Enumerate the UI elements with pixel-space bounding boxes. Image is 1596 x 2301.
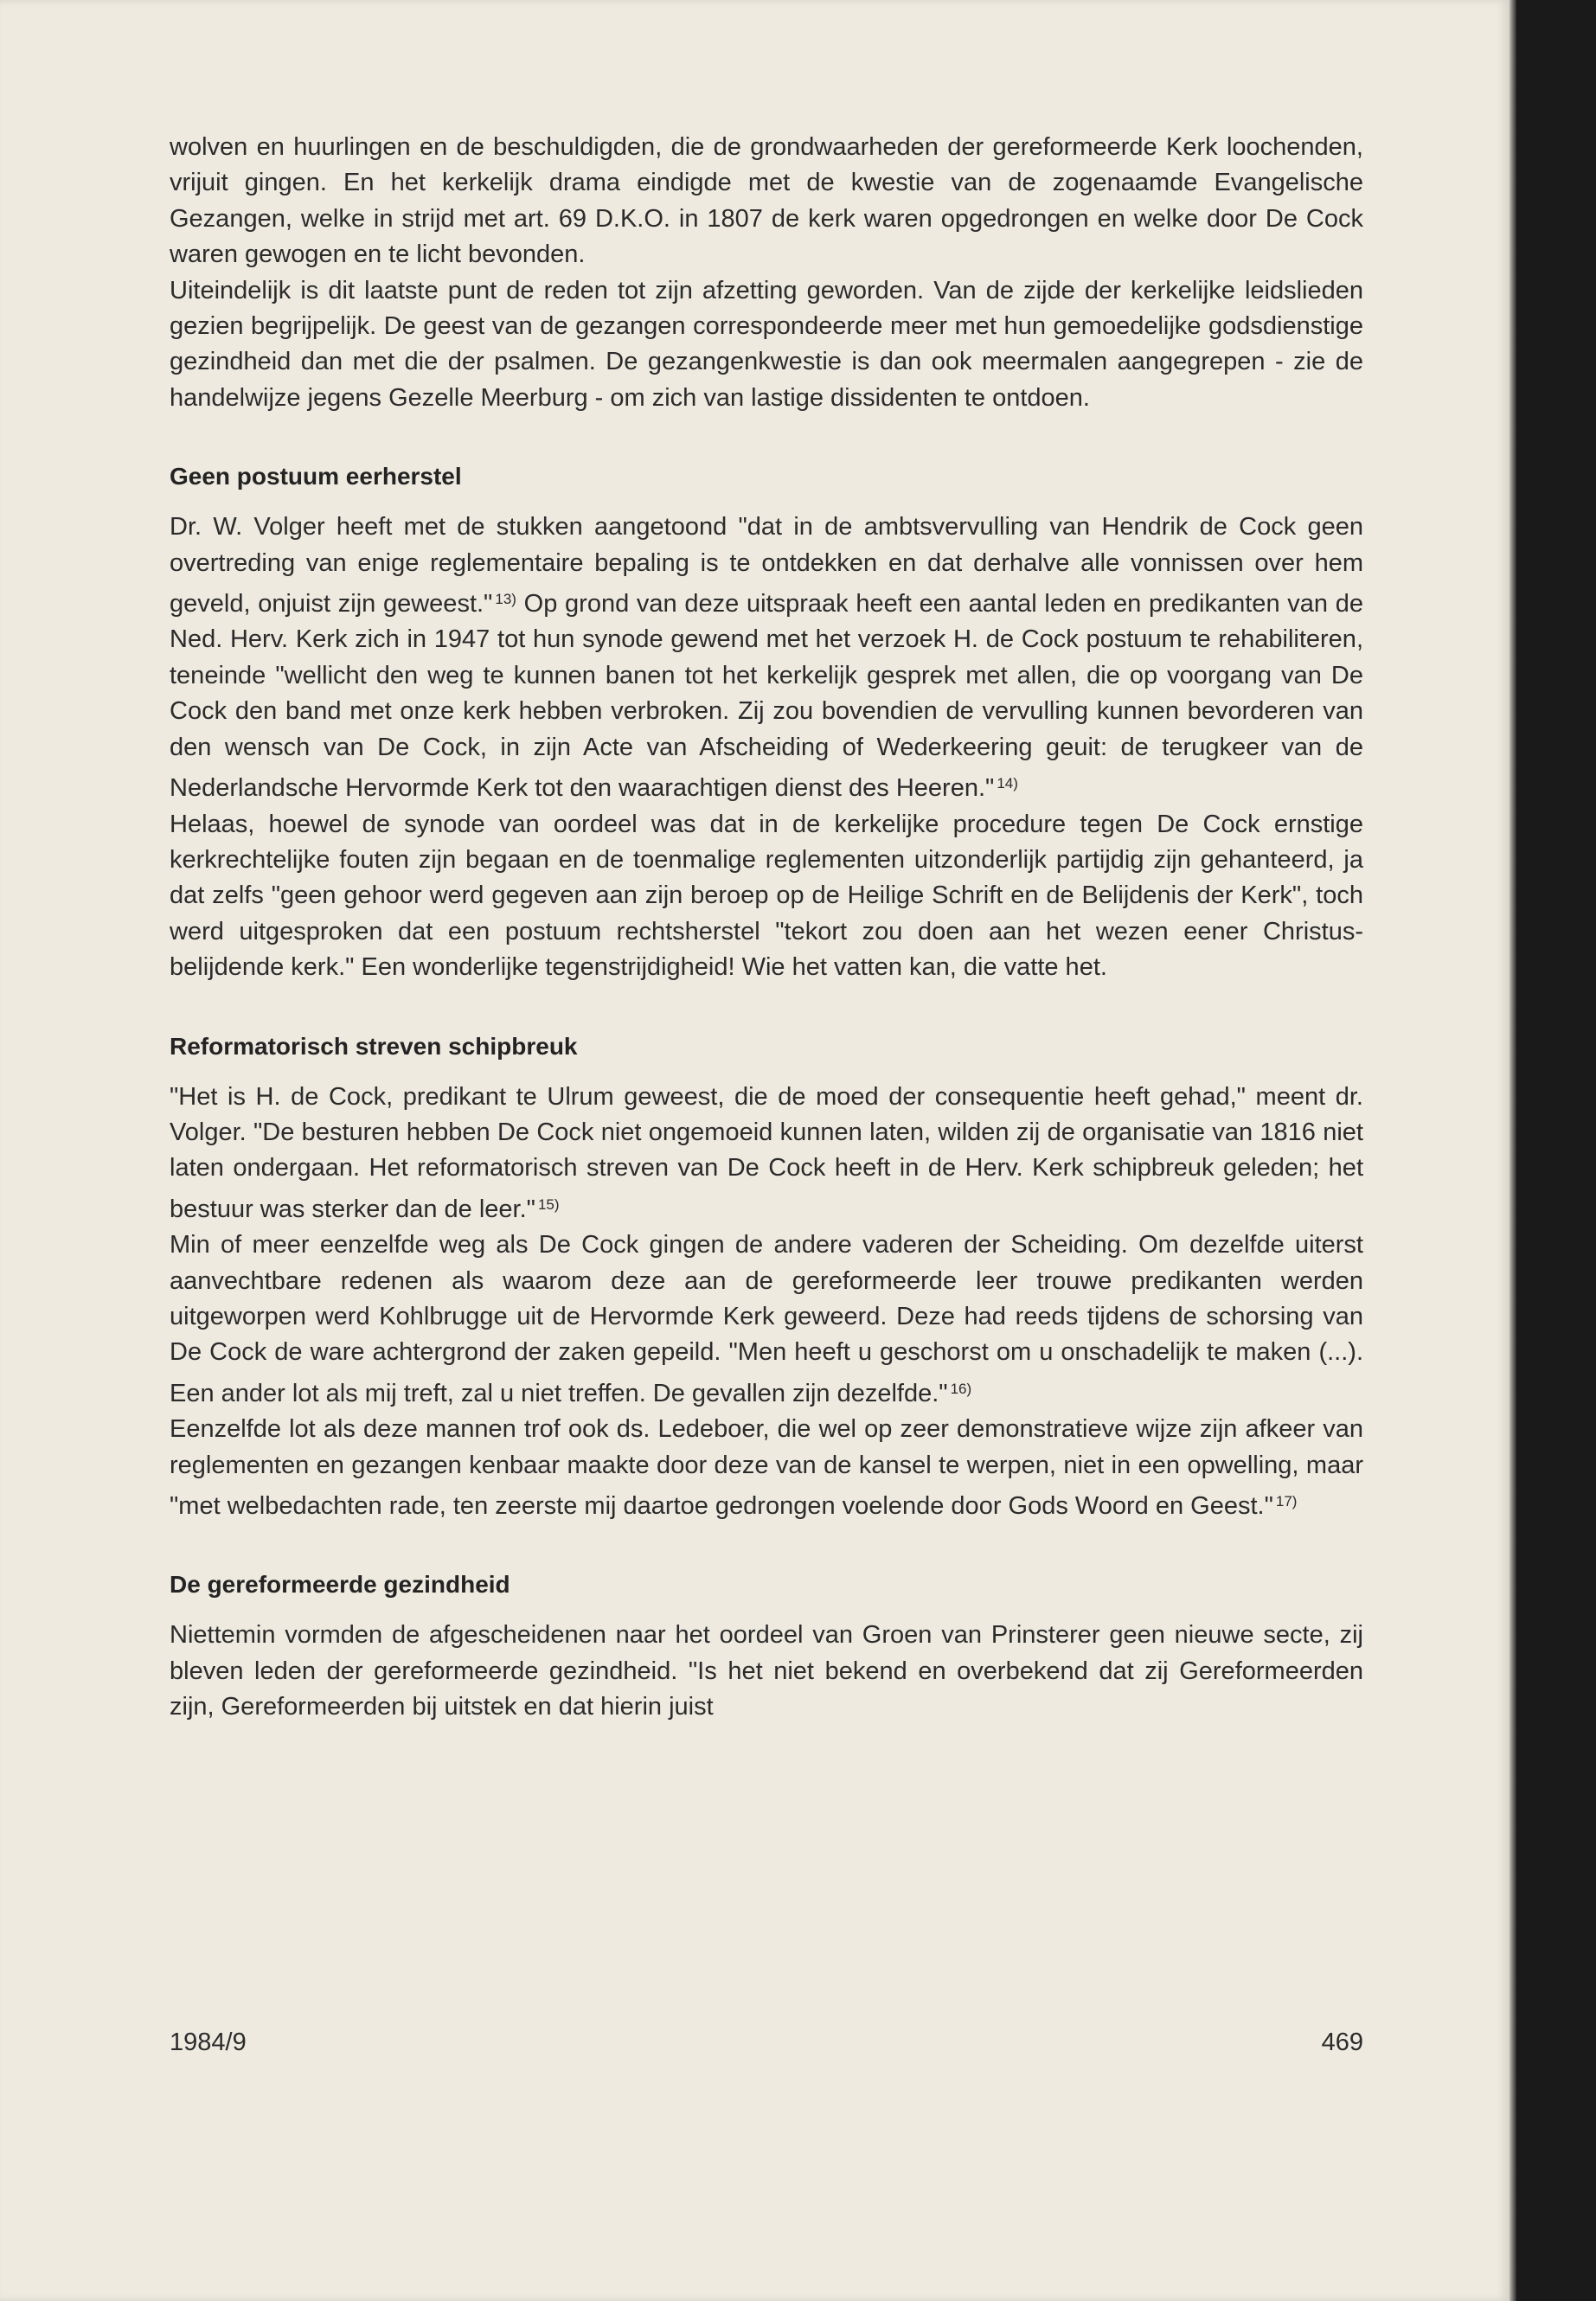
section-2-paragraph-3 [170,1412,1363,1524]
section-heading-postuum: Geen postuum eerherstel [170,463,462,490]
section-2-paragraph-1 [170,1080,1363,1228]
paragraph-text-continued: Op grond van deze uitspraak heeft een aantal leden en predikanten van de Ned. Herv. Kerk zich in 1947 tot hun synode gewend met het verzoek H. de Cock postuum te rehabiliteren, teneinde "wellicht den weg te kunnen banen tot het kerkelijk gesprek met allen, die op voorgang van De Cock den band met onze kerk hebben verbroken. Zij zou bovendien de vervulling kunnen bevorderen van den wensch van De Cock, in zijn Acte van Afscheiding of Wederkeering geuit: de terugkeer van de Nederlandsche Hervormde Kerk tot den waarachtigen dienst des Heeren." [170,590,1363,803]
paragraph-text: Min of meer eenzelfde weg als De Cock gingen de andere vaderen der Scheiding. Om dezelfde uiterst aanvechtbare redenen als waarom deze aan de gereformeerde leer trouwe predikanten werden uitgeworpen werd Kohlbrugge uit de Hervormde Kerk geweerd. Deze had reeds tijdens de schorsing van De Cock de ware achtergrond der zaken gepeild. "Men heeft u geschorst om u onschadelijk te maken (...). Een ander lot als mij treft, zal u niet treffen. De gevallen zijn dezelfde." [170,1231,1363,1407]
intro-paragraph-1: wolven en huurlingen en de beschuldigden, die de grondwaarheden der gereformeerde Kerk loochenden, vrijuit gingen. En het kerkelijk drama eindigde met de kwestie van de zogenaamde Evangelische Gezangen, welke in strijd met art. 69 D.K.O. in 1807 de kerk waren opgedrongen en welke door De Cock waren gewogen en te licht bevonden. [170,133,1363,269]
section-2-paragraph-2 [170,1227,1363,1412]
page-edge-shadow [1509,0,1516,2301]
section-1-paragraph-2: Helaas, hoewel de synode van oordeel was dat in de kerkelijke procedure tegen De Cock ernstige kerkrechtelijke fouten zijn begaan en de toenmalige reglementen uitzonderlijk partijdig zijn gehanteerd, ja dat zelfs "geen gehoor werd gegeven aan zijn beroep op de Heilige Schrift en de Belijdenis der Kerk", toch werd uitgesproken dat een postuum rechtsherstel "tekort zou doen aan het wezen eener Christus-belijdende kerk." Een wonderlijke tegenstrijdigheid! Wie het vatten kan, die vatte het. [170,810,1363,982]
section-1-paragraph-1 [170,510,1363,806]
issue-number: 1984/9 [170,2029,247,2056]
section-3-paragraph-1: Niettemin vormden de afgescheidenen naar het oordeel van Groen van Prinsterer geen nieuwe secte, zij bleven leden der gereformeerde gezindheid. "Is het niet bekend en overbekend dat zij Gereformeerden zijn, Gereformeerden bij uitstek en dat hierin juist [170,1621,1363,1721]
page-number: 469 [1321,2029,1363,2056]
section-heading-gezindheid: De gereformeerde gezindheid [170,1571,510,1599]
footnote-ref: 16) [950,1380,972,1397]
paragraph-text: "Het is H. de Cock, predikant te Ulrum geweest, die de moed der consequentie heeft gehad," meent dr. Volger. "De besturen hebben De Cock niet ongemoeid kunnen laten, wilden zij de organisatie van 1816 niet laten ondergaan. Het reformatorisch streven van De Cock heeft in de Herv. Kerk schipbreuk geleden; het bestuur was sterker dan de leer." [170,1082,1363,1223]
section-heading-schipbreuk: Reformatorisch streven schipbreuk [170,1032,578,1060]
footnote-ref: 14) [997,775,1018,792]
paragraph-text: Dr. W. Volger heeft met de stukken aangetoond "dat in de ambtsvervulling van Hendrik de Cock geen overtreding van enige reglementaire bepaling is te ontdekken en dat derhalve alle vonnissen over hem geveld, onjuist zijn geweest." [170,513,1363,619]
intro-paragraph-2: Uiteindelijk is dit laatste punt de reden tot zijn afzetting geworden. Van de zijde der kerkelijke leidslieden gezien begrijpelijk. De geest van de gezangen correspondeerde meer met hun gemoedelijke godsdienstige gezindheid dan met die der psalmen. De gezangenkwestie is dan ook meermalen aangegrepen - zie de handelwijze jegens Gezelle Meerburg - om zich van lastige dissidenten te ontdoen. [170,276,1363,412]
footnote-ref: 15) [537,1195,560,1213]
article-body [170,130,1363,1726]
paragraph-text: Eenzelfde lot als deze mannen trof ook ds. Ledeboer, die wel op zeer demonstratieve wijze zijn afkeer van reglementen en gezangen kenbaar maakte door deze van de kansel te werpen, niet in een opwelling, maar "met welbedachten rade, ten zeerste mij daartoe gedrongen voelende door Gods Woord en Geest." [170,1415,1363,1520]
footnote-ref: 17) [1275,1493,1298,1509]
footnote-ref: 13) [495,591,516,608]
